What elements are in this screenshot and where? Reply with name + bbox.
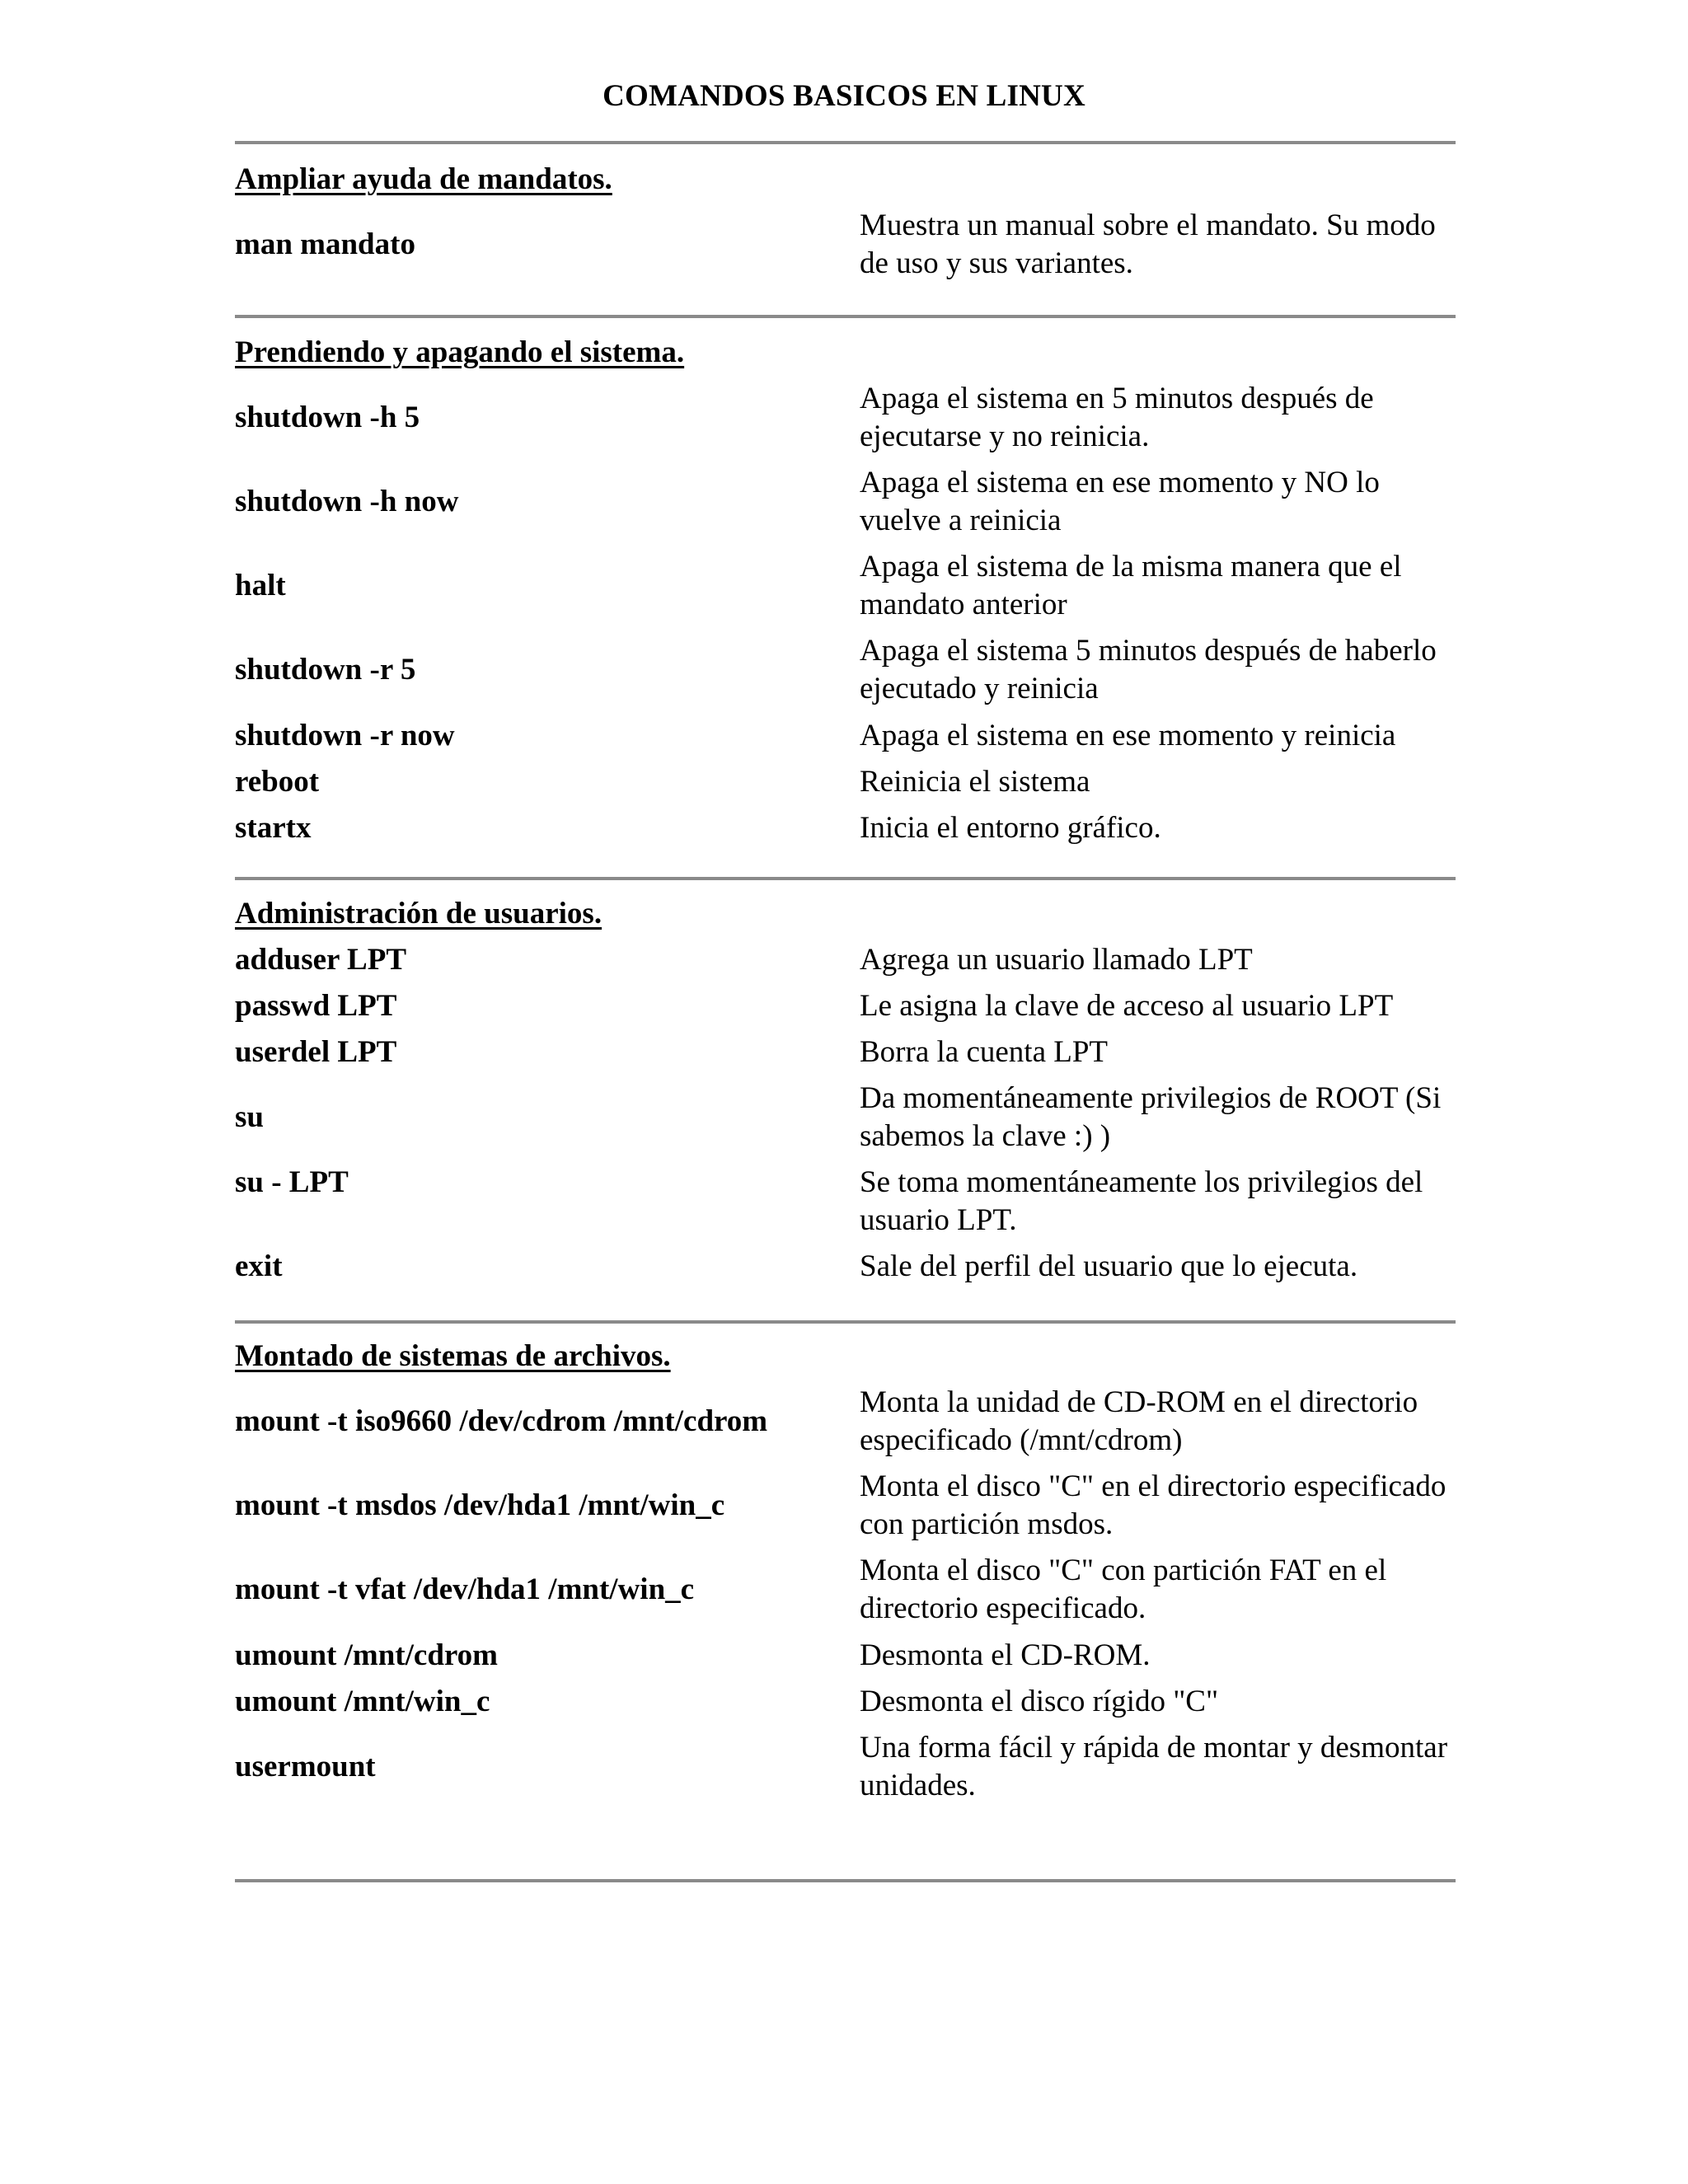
command-name: startx: [235, 811, 312, 845]
command-description: Monta el disco "C" en el directorio especificado con partición msdos.: [860, 1469, 1447, 1541]
section-divider: [235, 877, 1456, 880]
command-description: Inicia el entorno gráfico.: [860, 811, 1161, 845]
command-name: mount -t vfat /dev/hda1 /mnt/win_c: [235, 1572, 695, 1606]
command-description: Se toma momentáneamente los privilegios del usuario LPT.: [860, 1165, 1423, 1237]
command-name: adduser LPT: [235, 943, 407, 977]
page-title: COMANDOS BASICOS EN LINUX: [603, 79, 1085, 113]
command-description: Reinicia el sistema: [860, 765, 1090, 799]
command-description: Desmonta el CD-ROM.: [860, 1638, 1151, 1672]
section-heading: Administración de usuarios.: [235, 897, 603, 930]
command-name: mount -t iso9660 /dev/cdrom /mnt/cdrom: [235, 1404, 768, 1438]
command-description: Sale del perfil del usuario que lo ejecuta.: [860, 1249, 1358, 1283]
command-name: shutdown -r now: [235, 719, 455, 752]
command-name: umount /mnt/win_c: [235, 1685, 490, 1718]
command-name: shutdown -h 5: [235, 401, 420, 434]
command-name: su: [235, 1100, 264, 1134]
command-name: mount -t msdos /dev/hda1 /mnt/win_c: [235, 1488, 725, 1522]
command-description: Apaga el sistema en ese momento y NO lo vuelve a reinicia: [860, 466, 1380, 537]
section-heading: Ampliar ayuda de mandatos.: [235, 162, 612, 196]
command-description: Muestra un manual sobre el mandato. Su modo de uso y sus variantes.: [860, 209, 1436, 280]
command-name: shutdown -r 5: [235, 653, 416, 687]
command-description: Le asigna la clave de acceso al usuario LPT: [860, 989, 1394, 1023]
command-name: halt: [235, 569, 286, 602]
command-description: Apaga el sistema de la misma manera que el mandato anterior: [860, 550, 1402, 621]
command-description: Apaga el sistema en 5 minutos después de ejecutarse y no reinicia.: [860, 382, 1374, 453]
command-description: Apaga el sistema 5 minutos después de haberlo ejecutado y reinicia: [860, 634, 1437, 705]
command-description: Apaga el sistema en ese momento y reinicia: [860, 719, 1396, 752]
section-divider: [235, 141, 1456, 144]
command-name: man mandato: [235, 227, 415, 261]
command-name: usermount: [235, 1750, 376, 1783]
command-description: Agrega un usuario llamado LPT: [860, 943, 1253, 977]
command-description: Borra la cuenta LPT: [860, 1035, 1109, 1069]
command-description: Da momentáneamente privilegios de ROOT (Si sabemos la clave :) ): [860, 1081, 1442, 1153]
section-divider: [235, 315, 1456, 318]
command-description: Desmonta el disco rígido "C": [860, 1685, 1219, 1718]
command-name: passwd LPT: [235, 989, 397, 1023]
command-description: Una forma fácil y rápida de montar y desmontar unidades.: [860, 1731, 1448, 1802]
command-name: umount /mnt/cdrom: [235, 1638, 498, 1672]
command-description: Monta la unidad de CD-ROM en el directorio especificado (/mnt/cdrom): [860, 1385, 1418, 1457]
command-name: su - LPT: [235, 1165, 349, 1199]
section-divider: [235, 1879, 1456, 1882]
section-heading: Montado de sistemas de archivos.: [235, 1339, 671, 1373]
section-divider: [235, 1320, 1456, 1324]
command-name: shutdown -h now: [235, 485, 459, 518]
command-name: userdel LPT: [235, 1035, 397, 1069]
section-heading: Prendiendo y apagando el sistema.: [235, 335, 685, 369]
command-name: reboot: [235, 765, 320, 799]
command-description: Monta el disco "C" con partición FAT en el directorio especificado.: [860, 1554, 1387, 1625]
command-name: exit: [235, 1249, 283, 1283]
